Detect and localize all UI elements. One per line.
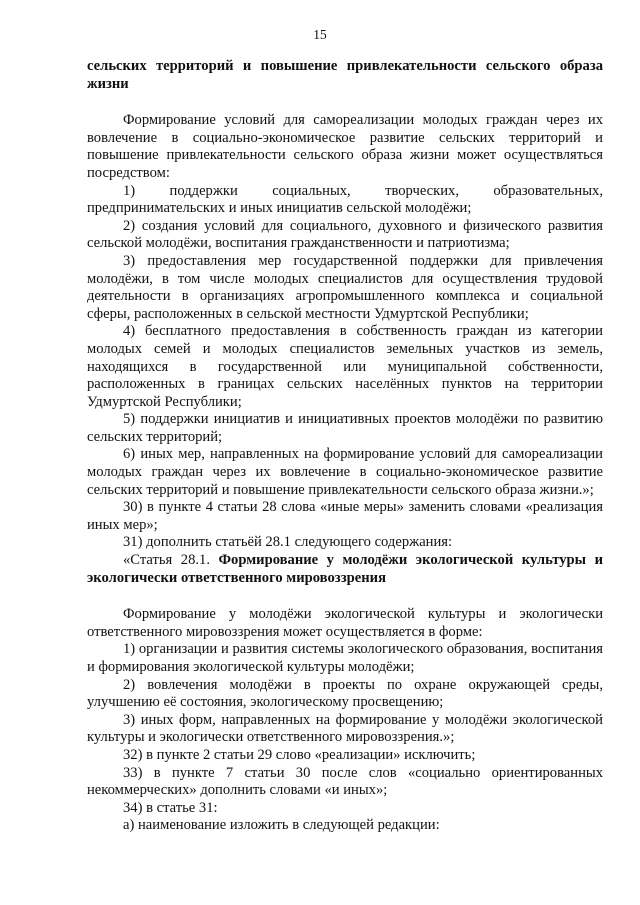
paragraph-item-2: 2) создания условий для социального, духовного и физического развития сельской молодёжи, воспитания гражданственности и патриотизма; [87,217,603,252]
document-body [87,58,603,835]
paragraph-article-intro: Формирование у молодёжи экологической культуры и экологически ответственного мировоззрения может осуществляется в форме: [87,606,603,640]
paragraph-article-item-2: 2) вовлечения молодёжи в проекты по охране окружающей среды, улучшению её состояния, экологическому просвещению; [87,676,603,711]
section-heading-continuation: сельских территорий и повышение привлекательности сельского образа жизни [87,58,603,92]
paragraph-amendment-31: 31) дополнить статьёй 28.1 следующего содержания: [123,534,453,551]
paragraph-article-item-1: 1) организации и развития системы экологического образования, воспитания и формирования экологической культуры молодёжи; [87,641,603,675]
paragraph-intro: Формирование условий для самореализации молодых граждан через их вовлечение в социально-экономическое развитие сельских территорий и повышение привлекательности сельского образа жизни может осуществляться посредством: [87,112,603,181]
paragraph-amendment-33: 33) в пункте 7 статьи 30 после слов «социально ориентированных некоммерческих» дополнить словами «и иных»; [87,764,603,799]
paragraph-amendment-32: 32) в пункте 2 статьи 29 слово «реализации» исключить; [123,746,476,763]
paragraph-item-5: 5) поддержки инициатив и инициативных проектов молодёжи по развитию сельских территорий; [87,411,603,445]
paragraph-item-3: 3) предоставления мер государственной поддержки для привлечения молодёжи, в том числе молодых специалистов для осуществления трудовой деятельности в организациях агропромышленного комплекса и социальной сферы, расположенных в сельской местности Удмуртской Республики; [87,252,603,322]
paragraph-amendment-30: 30) в пункте 4 статьи 28 слова «иные меры» заменить словами «реализация иных мер»; [87,499,603,533]
paragraph-amendment-34: 34) в статье 31: [123,799,218,816]
article-title: Формирование у молодёжи экологической культуры и экологически ответственного мировоззрения [87,552,603,586]
paragraph-item-6: 6) иных мер, направленных на формирование условий для самореализации молодых граждан через их вовлечение в социально-экономическое развитие сельских территорий и повышение привлекательности сельского образа жизни.»; [87,446,603,498]
article-prefix: «Статья 28.1. [123,552,219,569]
paragraph-item-4: 4) бесплатного предоставления в собственность граждан из категории молодых семей и молодых специалистов земельных участков из земель, находящихся в государственной или муниципальной собственности, расположенных в границах сельских населённых пунктов на территории Удмуртской Республики; [87,323,603,410]
paragraph-item-1: 1) поддержки социальных, творческих, образовательных, предпринимательских и иных инициатив сельской молодёжи; [87,182,603,217]
article-heading [87,552,603,587]
page-number: 15 [313,27,327,42]
paragraph-amendment-34-a: а) наименование изложить в следующей редакции: [123,817,440,834]
paragraph-article-item-3: 3) иных форм, направленных на формирование у молодёжи экологической культуры и экологически ответственного мировоззрения.»; [87,711,603,746]
